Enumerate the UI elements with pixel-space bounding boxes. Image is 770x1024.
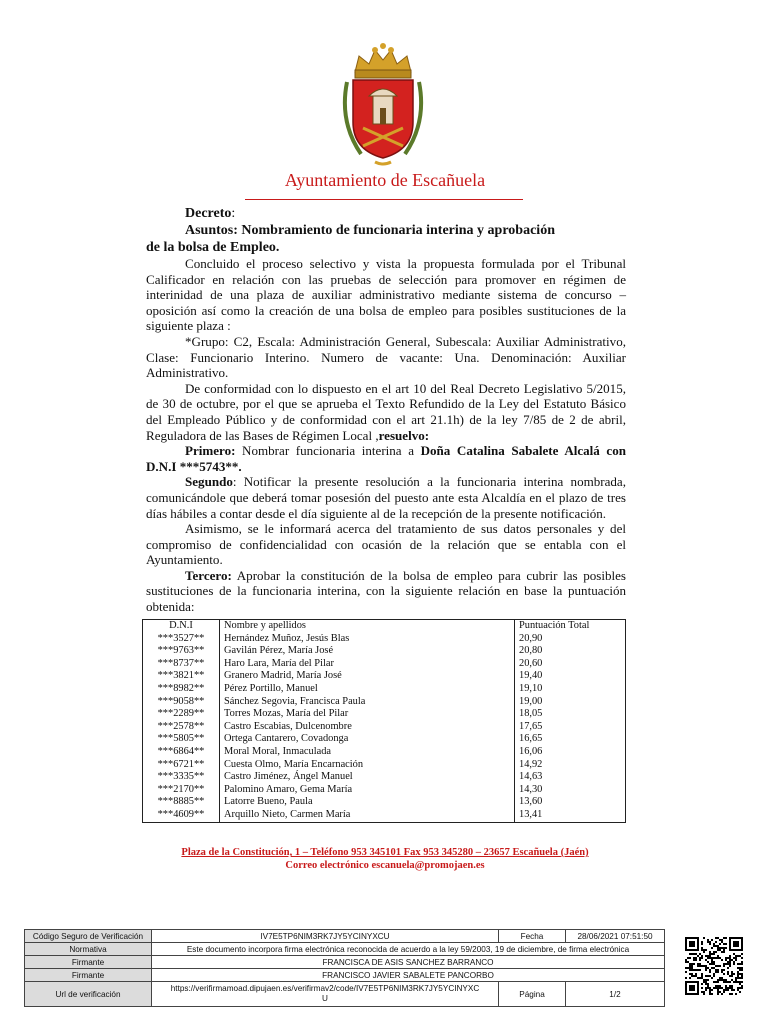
page-title: Ayuntamiento de Escañuela	[284, 170, 486, 190]
cell-dni: ***2289**	[143, 708, 220, 721]
decree-colon: :	[231, 206, 236, 221]
cell-dni: ***5805**	[143, 733, 220, 746]
url-value[interactable]	[152, 982, 499, 1007]
cell-score: 16,06	[515, 746, 626, 759]
cell-dni: ***2170**	[143, 784, 220, 797]
cell-name: Gavilán Pérez, María José	[220, 645, 515, 658]
cell-score: 17,65	[515, 721, 626, 734]
paragraph-1: Concluido el proceso selectivo y vista la propuesta formulada por el Tribunal Calificador en relación con las pruebas de selección para promover en régimen de interinidad de una plaza de auxiliar administrativo mediante sistema de concurso – oposición así como la creación de una bolsa de empleo para posibles sustituciones de la siguiente plaza :	[146, 256, 626, 334]
cell-dni: ***8885**	[143, 796, 220, 809]
subject-line1: Asuntos: Nombramiento de funcionaria interina y aprobación	[185, 223, 555, 238]
cell-dni: ***3821**	[143, 670, 220, 683]
cell-score: 19,40	[515, 670, 626, 683]
firmante-2: FRANCISCO JAVIER SABALETE PANCORBO	[152, 969, 665, 982]
cell-name: Ortega Cantarero, Covadonga	[220, 733, 515, 746]
coat-of-arms-icon	[335, 42, 431, 168]
cell-dni: ***3527**	[143, 633, 220, 646]
resuelvo: resuelvo:	[378, 427, 430, 443]
normativa-label: Normativa	[25, 943, 152, 956]
decree-subject	[146, 222, 626, 239]
cell-name: Granero Madrid, María José	[220, 670, 515, 683]
candidates-table	[142, 619, 626, 823]
table-row	[143, 721, 626, 734]
cell-score: 18,05	[515, 708, 626, 721]
table-row	[143, 759, 626, 772]
cell-score: 19,00	[515, 696, 626, 709]
segundo-text: : Notificar la presente resolución a la funcionaria interina nombrada, comunicándole que deberá tomar posesión del puesto ante esta Alcaldía en el plazo de tres días hábiles a contar desde el día siguiente al de la recepción de la presente notificación.	[146, 474, 626, 521]
cell-score: 20,90	[515, 633, 626, 646]
table-row	[143, 746, 626, 759]
cell-name: Hernández Muñoz, Jesús Blas	[220, 633, 515, 646]
paragraph-5: Asimismo, se le informará acerca del tratamiento de sus datos personales y del compromiso de confidencialidad con ocasión de la relación que se entabla con el Ayuntamiento.	[146, 521, 626, 568]
cell-dni: ***8737**	[143, 658, 220, 671]
cell-score: 13,41	[515, 809, 626, 822]
url-line2: U	[322, 994, 328, 1003]
primero-text: Nombrar funcionaria interina a	[235, 443, 421, 459]
cell-score: 16,65	[515, 733, 626, 746]
paragraph-3	[146, 381, 626, 443]
cell-name: Cuesta Olmo, María Encarnación	[220, 759, 515, 772]
pagina-label: Página	[499, 982, 566, 1007]
cell-dni: ***2578**	[143, 721, 220, 734]
table-header-row	[143, 620, 626, 633]
footer-address-block	[0, 846, 770, 872]
firmante-1: FRANCISCA DE ASIS SANCHEZ BARRANCO	[152, 956, 665, 969]
cell-name: Palomino Amaro, Gema María	[220, 784, 515, 797]
table-row	[143, 809, 626, 822]
cell-dni: ***4609**	[143, 809, 220, 822]
fecha-value: 28/06/2021 07:51:50	[566, 930, 665, 943]
cell-dni: ***6721**	[143, 759, 220, 772]
tercero-text: Aprobar la constitución de la bolsa de empleo para cubrir las posibles sustituciones de la funcionaria interina, con la siguiente relación en base la puntuación obtenida:	[146, 567, 626, 615]
table-row	[143, 658, 626, 671]
footer-address: Plaza de la Constitución, 1 – Teléfono 953 345101 Fax 953 345280 – 23657 Escañuela (Jaén)	[181, 847, 589, 858]
tercero	[146, 568, 626, 615]
cell-dni: ***8982**	[143, 683, 220, 696]
url-label: Url de verificación	[25, 982, 152, 1007]
table-row	[143, 771, 626, 784]
cell-name: Pérez Portillo, Manuel	[220, 683, 515, 696]
pagina-value: 1/2	[566, 982, 665, 1007]
signature-box	[24, 929, 665, 1007]
cell-dni: ***3335**	[143, 771, 220, 784]
footer-email: Correo electrónico escanuela@promojaen.es	[285, 860, 485, 871]
cell-score: 13,60	[515, 796, 626, 809]
csv-value: IV7E5TP6NIM3RK7JY5YCINYXCU	[152, 930, 499, 943]
title-underline	[245, 199, 523, 200]
table-row	[143, 708, 626, 721]
csv-label: Código Seguro de Verificación	[25, 930, 152, 943]
cell-dni: ***9058**	[143, 696, 220, 709]
cell-dni: ***6864**	[143, 746, 220, 759]
table-row	[143, 645, 626, 658]
decree-label-text: Decreto	[185, 206, 232, 221]
firmante-label-2: Firmante	[25, 969, 152, 982]
cell-name: Torres Mozas, María del Pilar	[220, 708, 515, 721]
cell-score: 20,80	[515, 645, 626, 658]
cell-score: 20,60	[515, 658, 626, 671]
cell-name: Castro Escabias, Dulcenombre	[220, 721, 515, 734]
cell-score: 14,92	[515, 759, 626, 772]
header-name: Nombre y apellidos	[220, 620, 515, 633]
cell-score: 19,10	[515, 683, 626, 696]
cell-dni: ***9763**	[143, 645, 220, 658]
qr-code-icon	[685, 937, 743, 995]
decree-subject-cont: de la bolsa de Empleo.	[146, 240, 280, 255]
cell-name: Haro Lara, María del Pilar	[220, 658, 515, 671]
header-dni: D.N.I	[143, 620, 220, 633]
table-row	[143, 784, 626, 797]
table-row	[143, 696, 626, 709]
decree-label	[146, 205, 626, 222]
normativa-value: Este documento incorpora firma electrónica reconocida de acuerdo a la ley 59/2003, 19 de diciembre, de firma electrónica	[152, 943, 665, 956]
url-line1: https://verifirmamoad.dipujaen.es/verifirmav2/code/IV7E5TP6NIM3RK7JY5YCINYXC	[170, 984, 480, 993]
cell-name: Castro Jiménez, Ángel Manuel	[220, 771, 515, 784]
cell-score: 14,30	[515, 784, 626, 797]
table-row	[143, 796, 626, 809]
table-row	[143, 683, 626, 696]
table-row	[143, 670, 626, 683]
segundo	[146, 474, 626, 521]
decree-body	[146, 204, 626, 615]
cell-name: Arquillo Nieto, Carmen María	[220, 809, 515, 822]
segundo-label: Segundo	[185, 474, 233, 490]
cell-name: Moral Moral, Inmaculada	[220, 746, 515, 759]
header-score: Puntuación Total	[515, 620, 626, 633]
cell-name: Latorre Bueno, Paula	[220, 796, 515, 809]
table-row	[143, 733, 626, 746]
primero-label: Primero:	[185, 443, 236, 459]
primero-name: Doña Catalina Sabalete Alcalá con D.N.I ***5743**.	[146, 443, 626, 474]
paragraph-2: *Grupo: C2, Escala: Administración General, Subescala: Auxiliar Administrativo, Clase: Funcionario Interino. Numero de vacante: Una. Denominación: Auxiliar Administrativo.	[146, 333, 626, 381]
paragraph-3-text: De conformidad con lo dispuesto en el art 10 del Real Decreto Legislativo 5/2015, de 30 de octubre, por el que se aprueba el Texto Refundido de la Ley del Estatuto Básico del Empleado Público y de conformidad con el art 21.1h) de la ley 7/85 de 2 de abril, Reguladora de las Bases de Régimen Local ,	[146, 380, 626, 443]
cell-score: 14,63	[515, 771, 626, 784]
table-row	[143, 633, 626, 646]
primero	[146, 443, 626, 474]
fecha-label: Fecha	[499, 930, 566, 943]
cell-name: Sánchez Segovia, Francisca Paula	[220, 696, 515, 709]
tercero-label: Tercero:	[185, 567, 232, 583]
firmante-label-1: Firmante	[25, 956, 152, 969]
